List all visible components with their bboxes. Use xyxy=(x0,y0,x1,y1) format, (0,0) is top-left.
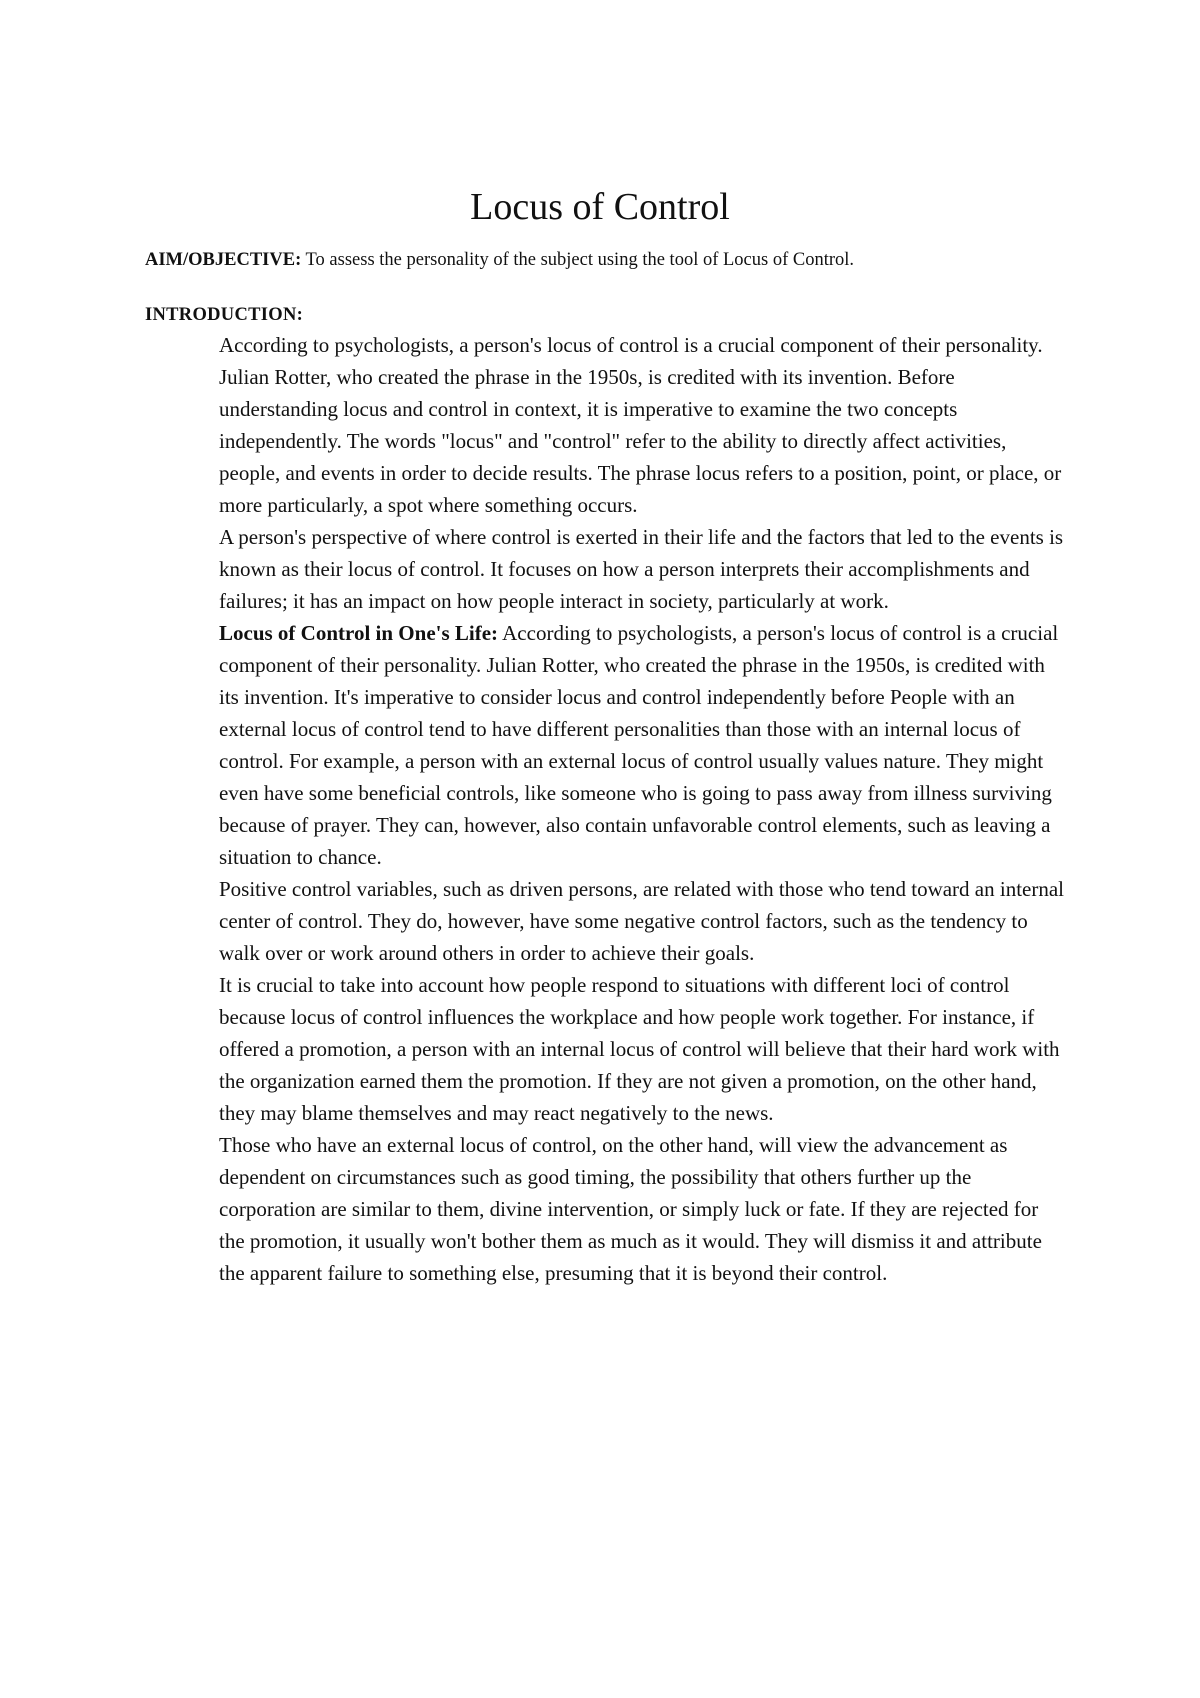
paragraph xyxy=(219,521,1069,617)
aim-objective xyxy=(145,246,1105,274)
paragraph: Those who have an external locus of control, on the other hand, will view the advancement as dependent on circumstances such as good timing, the possibility that others further up the corporation are similar to them, divine intervention, or simply luck or fate. If they are rejected for the promotion, it usually won't bother them as much as it would. They will dismiss it and attribute the apparent failure to something else, presuming that it is beyond their control. xyxy=(219,1133,1042,1285)
paragraph: Positive control variables, such as driven persons, are related with those who tend toward an internal center of control. They do, however, have some negative control factors, such as the tendency to walk over or work around others in order to achieve their goals. xyxy=(219,877,1065,965)
paragraph: According to psychologists, a person's locus of control is a crucial component of their personality. Julian Rotter, who created the phrase in the 1950s, is credited with its invention. Before understanding locus and control in context, it is imperative to examine the two concepts independently. The words "locus" and "control" refer to the ability to directly affect activities, people, and events in order to decide results. The phrase locus refers to a position, point, or place, or more particularly, a spot where something occurs. xyxy=(219,333,1062,517)
introduction-heading: INTRODUCTION: xyxy=(145,305,304,325)
document-title: Locus of Control xyxy=(470,186,730,228)
paragraph-label: Locus of Control in One's Life: xyxy=(219,621,499,645)
aim-text: To assess the personality of the subject using the tool of Locus of Control. xyxy=(301,250,855,270)
paragraph-text: A person's perspective of where control is exerted in their life and the factors that led to the events is known as their locus of control. It focuses on how a person interprets their accomplishments and failures; it has an impact on how people interact in society, particularly at work. xyxy=(219,525,1064,613)
paragraph xyxy=(219,617,1069,873)
paragraph: It is crucial to take into account how people respond to situations with different loci of control because locus of control influences the workplace and how people work together. For instance, if offered a promotion, a person with an internal locus of control will believe that their hard work with the organization earned them the promotion. If they are not given a promotion, on the other hand, they may blame themselves and may react negatively to the news. xyxy=(219,973,1060,1125)
aim-label: AIM/OBJECTIVE: xyxy=(145,250,302,270)
introduction-body xyxy=(219,329,1069,1289)
paragraph-text: According to psychologists, a person's locus of control is a crucial component of their personality. Julian Rotter, who created the phrase in the 1950s, is credited with its invention. It's imperative to consider locus and control independently before People with an external locus of control tend to have different personalities than those with an internal locus of control. For example, a person with an external locus of control usually values nature. They might even have some beneficial controls, like someone who is going to pass away from illness surviving because of prayer. They can, however, also contain unfavorable control elements, such as leaving a situation to chance. xyxy=(219,621,1059,869)
